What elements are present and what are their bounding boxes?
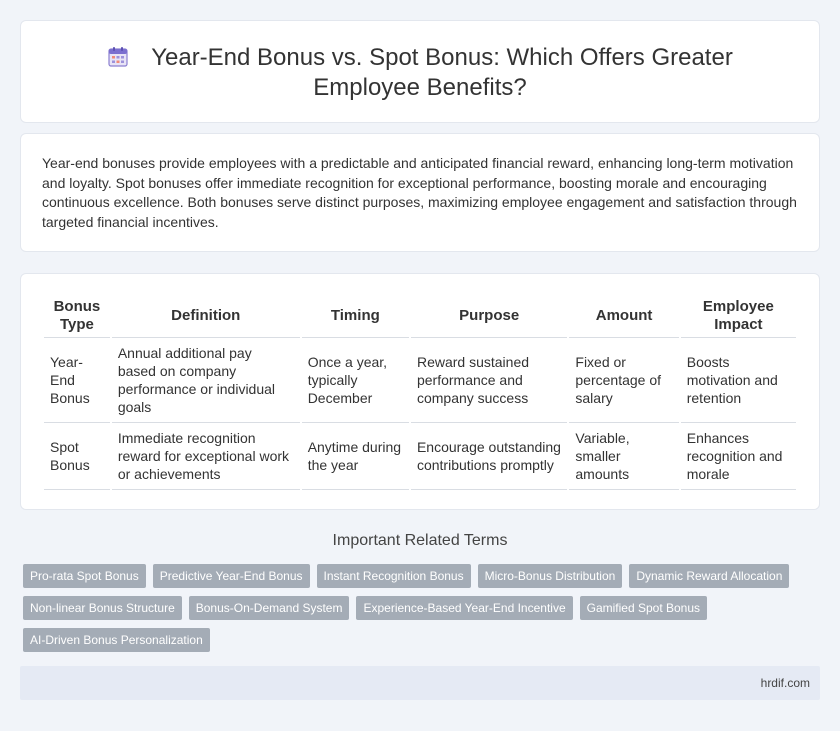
related-term-tag[interactable]: Instant Recognition Bonus [317, 564, 471, 588]
table-cell: Spot Bonus [44, 423, 110, 490]
column-header: Definition [112, 294, 300, 338]
footer-site-link[interactable]: hrdif.com [760, 676, 810, 690]
table-cell: Immediate recognition reward for exceptional work or achievements [112, 423, 300, 490]
table-cell: Boosts motivation and retention [681, 338, 796, 423]
summary-card [20, 133, 820, 252]
summary-text: Year-end bonuses provide employees with a predictable and anticipated financial reward, enhancing long-term motivation and loyalty. Spot bonuses offer immediate recognition for exceptional performance, boosting morale and encouraging continuous excellence. Both bonuses serve distinct purposes, maximizing employee engagement and satisfaction through targeted financial incentives. [42, 155, 797, 230]
column-header: Purpose [411, 294, 567, 338]
comparison-table-card [20, 273, 820, 510]
related-term-tag[interactable]: AI-Driven Bonus Personalization [23, 628, 210, 652]
table-cell: Once a year, typically December [302, 338, 409, 423]
table-cell: Anytime during the year [302, 423, 409, 490]
title-card [20, 20, 820, 123]
related-term-tag[interactable]: Experience-Based Year-End Incentive [356, 596, 572, 620]
table-cell: Annual additional pay based on company performance or individual goals [112, 338, 300, 423]
related-term-tag[interactable]: Micro-Bonus Distribution [478, 564, 623, 588]
page-title: Year-End Bonus vs. Spot Bonus: Which Offers Greater Employee Benefits? [151, 44, 733, 101]
table-row [44, 423, 796, 490]
table-cell: Enhances recognition and morale [681, 423, 796, 490]
column-header: Bonus Type [44, 294, 110, 338]
column-header: Amount [569, 294, 678, 338]
related-term-tag[interactable]: Non-linear Bonus Structure [23, 596, 182, 620]
calendar-icon [107, 46, 129, 68]
table-row [44, 338, 796, 423]
table-cell: Encourage outstanding contributions promptly [411, 423, 567, 490]
related-term-tag[interactable]: Dynamic Reward Allocation [629, 564, 789, 588]
footer [20, 666, 820, 700]
related-term-tag[interactable]: Gamified Spot Bonus [580, 596, 707, 620]
page-title-wrap [61, 43, 779, 103]
comparison-table [42, 294, 798, 490]
column-header: Timing [302, 294, 409, 338]
related-term-tag[interactable]: Pro-rata Spot Bonus [23, 564, 146, 588]
related-term-tag[interactable]: Bonus-On-Demand System [189, 596, 350, 620]
table-cell: Reward sustained performance and company success [411, 338, 567, 423]
table-cell: Variable, smaller amounts [569, 423, 678, 490]
related-term-tag[interactable]: Predictive Year-End Bonus [153, 564, 310, 588]
table-cell: Year-End Bonus [44, 338, 110, 423]
table-cell: Fixed or percentage of salary [569, 338, 678, 423]
related-terms-list [23, 564, 823, 660]
table-header-row [44, 294, 796, 338]
related-terms-title: Important Related Terms [332, 532, 508, 549]
column-header: Employee Impact [681, 294, 796, 338]
